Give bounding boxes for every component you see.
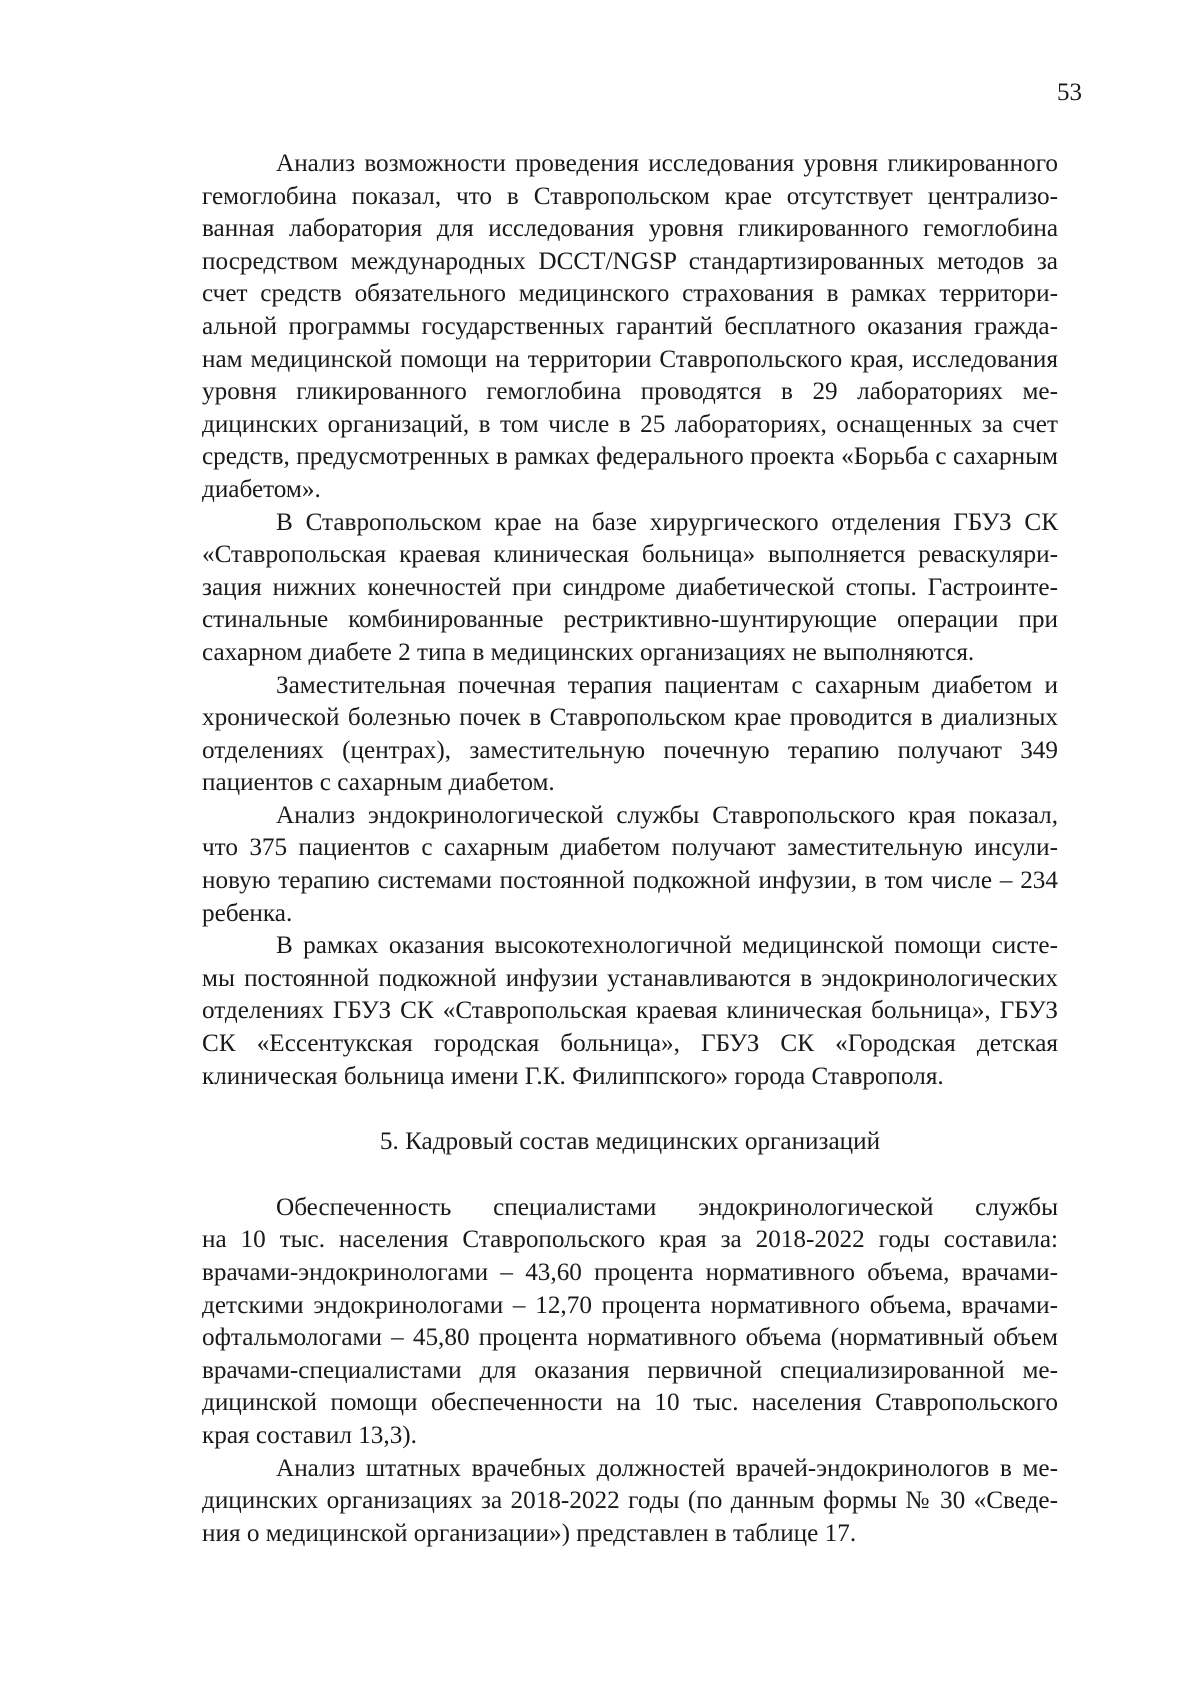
paragraph-insulin-therapy: Анализ эндокринологической службы Ставропольского края показал, что 375 пациентов с сахарным диабетом получают заместительную инсулиновую терапию системами постоянной подкожной инфузии, в том числе – 234 ребенка.	[202, 801, 1058, 927]
paragraph-staffing: на 10 тыс. населения Ставропольского края за 2018-2022 годы составила: врачами-эндокринологами – 43,60 процента нормативного объема, врачами-детскими эндокринологами – 12,70 процента нормативного объема, врачами-офтальмологами – 45,80 процента нормативного объема (нормативный объем врачами-специалистами для оказания первичной специализированной медицинской помощи обеспеченности на 10 тыс. населения Ставропольского края составил 13,3).	[202, 1226, 1058, 1449]
page-number: 53	[1057, 79, 1082, 106]
page-body	[202, 148, 1058, 1550]
paragraph-renal-therapy: Заместительная почечная терапия пациентам с сахарным диабетом и хронической болезнью почек в Ставропольском крае проводится в диализных отделениях (центрах), заместительную почечную терапию получают 349 пациентов с сахарным диабетом.	[202, 671, 1058, 797]
paragraph-staff-positions: Анализ штатных врачебных должностей врачей-эндокринологов в медицинских организациях за 2018-2022 годы (по данным формы № 30 «Сведения о медицинской организации») представлен в таблице 17.	[202, 1454, 1058, 1547]
paragraph-staffing-lead: Обеспеченность специалистами эндокринологической службы	[276, 1193, 1058, 1221]
paragraph-revascularization: В Ставропольском крае на базе хирургического отделения ГБУЗ СК «Ставропольская краевая клиническая больница» выполняется реваскуляризация нижних конечностей при синдроме диабетической стопы. Гастроинтестинальные комбинированные рестриктивно-шунтирующие операции при сахарном диабете 2 типа в медицинских организациях не выполняются.	[202, 508, 1058, 666]
section-heading: 5. Кадровый состав медицинских организаций	[379, 1128, 881, 1156]
paragraph-high-tech-care: В рамках оказания высокотехнологичной медицинской помощи системы постоянной подкожной инфузии устанавливаются в эндокринологических отделениях ГБУЗ СК «Ставропольская краевая клиническая больница», ГБУЗ СК «Ессентукская городская больница», ГБУЗ СК «Городская детская клиническая больница имени Г.К. Филиппского» города Ставрополя.	[202, 932, 1058, 1090]
paragraph-glycated-hemoglobin: Анализ возможности проведения исследования уровня гликированного гемоглобина показал, что в Ставропольском крае отсутствует централизованная лаборатория для исследования уровня гликированного гемоглобина посредством международных DCCT/NGSP стандартизированных методов за счет средств обязательного медицинского страхования в рамках территориальной программы государственных гарантий бесплатного оказания гражданам медицинской помощи на территории Ставропольского края, исследования уровня гликированного гемоглобина проводятся в 29 лабораториях медицинских организаций, в том числе в 25 лабораториях, оснащенных за счет средств, предусмотренных в рамках федерального проекта «Борьба с сахарным диабетом».	[202, 150, 1058, 503]
